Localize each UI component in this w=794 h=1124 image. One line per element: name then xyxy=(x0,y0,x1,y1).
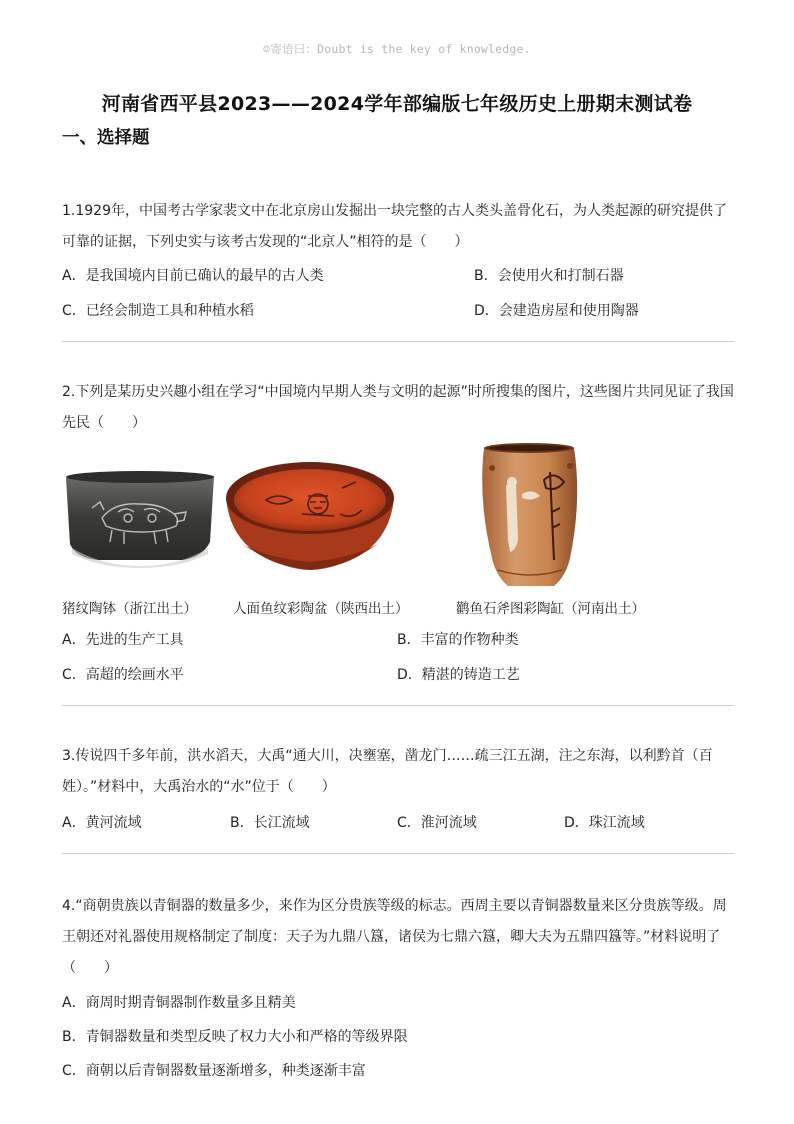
question-1-stem: 1.1929年，中国考古学家裴文中在北京房山发掘出一块完整的古人类头盖骨化石，为人类起源的研究提供了可靠的证据，下列史实与该考古发现的“北京人”相符的是（ ） xyxy=(62,203,727,250)
question-1-option-b[interactable]: B．会使用火和打制石器 xyxy=(474,268,624,284)
question-3-stem: 3.传说四千多年前，洪水滔天，大禹“通大川，决壅塞，凿龙门……疏三江五湖，注之东海，以利黔首（百姓）。”材料中，大禹治水的“水”位于（ ） xyxy=(62,748,713,795)
question-2-option-d[interactable]: D．精湛的铸造工艺 xyxy=(397,667,520,683)
question-4-option-b[interactable]: B．青铜器数量和类型反映了权力大小和严格的等级界限 xyxy=(62,1029,408,1045)
page-title: 河南省西平县2023——2024学年部编版七年级历史上册期末测试卷 xyxy=(101,93,693,115)
question-1-option-a[interactable]: A．是我国境内目前已确认的最早的古人类 xyxy=(62,268,324,284)
question-3-option-c[interactable]: C．淮河流域 xyxy=(397,815,477,831)
question-4-option-a[interactable]: A．商周时期青铜器制作数量多且精美 xyxy=(62,995,296,1011)
question-2-option-b[interactable]: B．丰富的作物种类 xyxy=(397,632,519,648)
question-3-option-a[interactable]: A．黄河流域 xyxy=(62,815,142,831)
pig-pattern-pottery-image xyxy=(62,462,218,568)
human-face-fish-basin-image xyxy=(222,458,398,574)
question-3-option-d[interactable]: D．珠江流域 xyxy=(564,815,645,831)
watermark-motto: ☺寄语曰：Doubt is the key of knowledge. xyxy=(263,42,531,56)
question-4-stem: 4.“商朝贵族以青铜器的数量多少，来作为区分贵族等级的标志。西周主要以青铜器数量来区分贵族等级。周王朝还对礼器使用规格制定了制度：天子为九鼎八簋，诸侯为七鼎六簋，卿大夫为五鼎四簋等。”材料说明了（ ） xyxy=(62,898,727,976)
caption-stork-fish-jar: 鹳鱼石斧图彩陶缸（河南出土） xyxy=(456,601,645,617)
caption-pig-pattern-bowl: 猪纹陶钵（浙江出土） xyxy=(62,601,197,617)
caption-human-face-basin: 人面鱼纹彩陶盆（陕西出土） xyxy=(233,601,409,617)
question-1-option-d[interactable]: D．会建造房屋和使用陶器 xyxy=(474,303,639,319)
stork-fish-axe-jar-image xyxy=(470,440,590,592)
divider xyxy=(62,853,734,854)
divider xyxy=(62,705,734,706)
question-2-stem: 2.下列是某历史兴趣小组在学习“中国境内早期人类与文明的起源”时所搜集的图片，这些图片共同见证了我国先民（ ） xyxy=(62,384,734,431)
question-2-option-a[interactable]: A．先进的生产工具 xyxy=(62,632,184,648)
section-heading: 一、选择题 xyxy=(62,128,150,148)
question-2-option-c[interactable]: C．高超的绘画水平 xyxy=(62,667,184,683)
question-1-option-c[interactable]: C．已经会制造工具和种植水稻 xyxy=(62,303,254,319)
question-4-option-c[interactable]: C．商朝以后青铜器数量逐渐增多，种类逐渐丰富 xyxy=(62,1063,366,1079)
divider xyxy=(62,341,734,342)
question-3-option-b[interactable]: B．长江流域 xyxy=(230,815,310,831)
